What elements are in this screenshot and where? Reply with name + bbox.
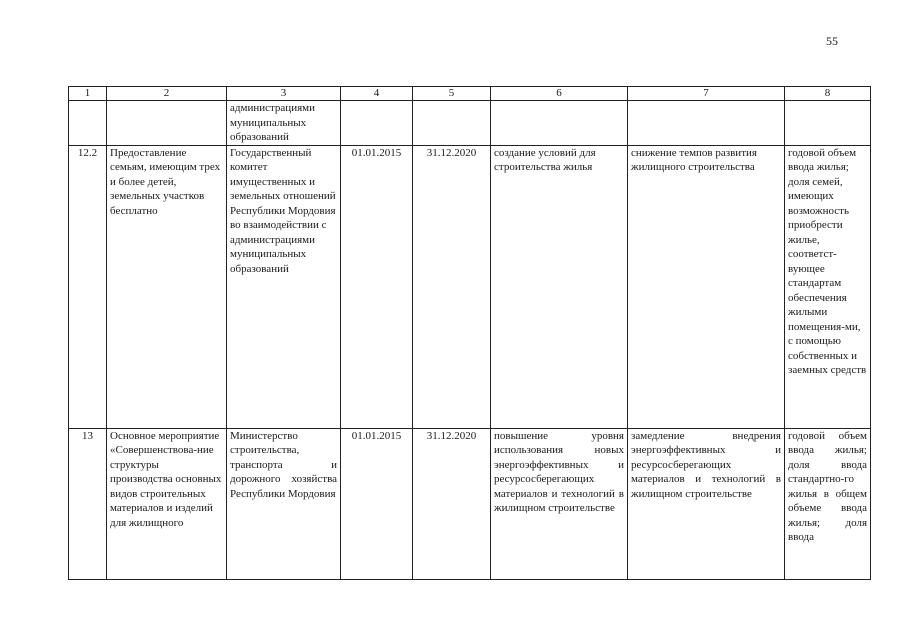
row-number-cell: 12.2	[69, 145, 107, 428]
table-row	[69, 101, 871, 146]
start-date-cell	[341, 101, 413, 146]
consequence-cell: замедление внедрения энергоэффективных и ресурсосберегающих материалов и технологий в жилищном строительстве	[628, 428, 785, 579]
column-header-6: 6	[491, 87, 628, 101]
expected-result-cell: создание условий для строительства жилья	[491, 145, 628, 428]
column-header-5: 5	[413, 87, 491, 101]
table-row	[69, 145, 871, 428]
executor-cell: администрациями муниципальных образований	[227, 101, 341, 146]
measure-cell: Предоставление семьям, имеющим трех и более детей, земельных участков бесплатно	[107, 145, 227, 428]
indicator-cell	[785, 101, 871, 146]
header-row	[69, 87, 871, 101]
column-header-3: 3	[227, 87, 341, 101]
row-number-cell: 13	[69, 428, 107, 579]
measure-cell	[107, 101, 227, 146]
column-header-2: 2	[107, 87, 227, 101]
end-date-cell	[413, 101, 491, 146]
executor-cell: Министерство строительства, транспорта и дорожного хозяйства Республики Мордовия	[227, 428, 341, 579]
end-date-cell: 31.12.2020	[413, 145, 491, 428]
start-date-cell: 01.01.2015	[341, 428, 413, 579]
executor-cell: Государственный комитет имущественных и земельных отношений Республики Мордовия во взаимодействии с администрациями муниципальных образований	[227, 145, 341, 428]
start-date-cell: 01.01.2015	[341, 145, 413, 428]
indicator-cell: годовой объем ввода жилья; доля ввода стандартно-го жилья в общем объеме ввода жилья; доля ввода	[785, 428, 871, 579]
column-header-7: 7	[628, 87, 785, 101]
table-row	[69, 428, 871, 579]
column-header-4: 4	[341, 87, 413, 101]
end-date-cell: 31.12.2020	[413, 428, 491, 579]
consequence-cell: снижение темпов развития жилищного строительства	[628, 145, 785, 428]
measure-cell: Основное мероприятие «Совершенствова-ние структуры производства основных видов строительных материалов и изделий для жилищного	[107, 428, 227, 579]
expected-result-cell	[491, 101, 628, 146]
page-number: 55	[826, 34, 838, 48]
indicator-cell: годовой объем ввода жилья; доля семей, имеющих возможность приобрести жилье, соответст-вующее стандартам обеспечения жилыми помещения-ми, с помощью собственных и заемных средств	[785, 145, 871, 428]
consequence-cell	[628, 101, 785, 146]
column-header-1: 1	[69, 87, 107, 101]
expected-result-cell: повышение уровня использования новых энергоэффективных и ресурсосберегающих материалов и технологий в жилищном строительстве	[491, 428, 628, 579]
column-header-8: 8	[785, 87, 871, 101]
program-table	[68, 86, 871, 580]
row-number-cell	[69, 101, 107, 146]
